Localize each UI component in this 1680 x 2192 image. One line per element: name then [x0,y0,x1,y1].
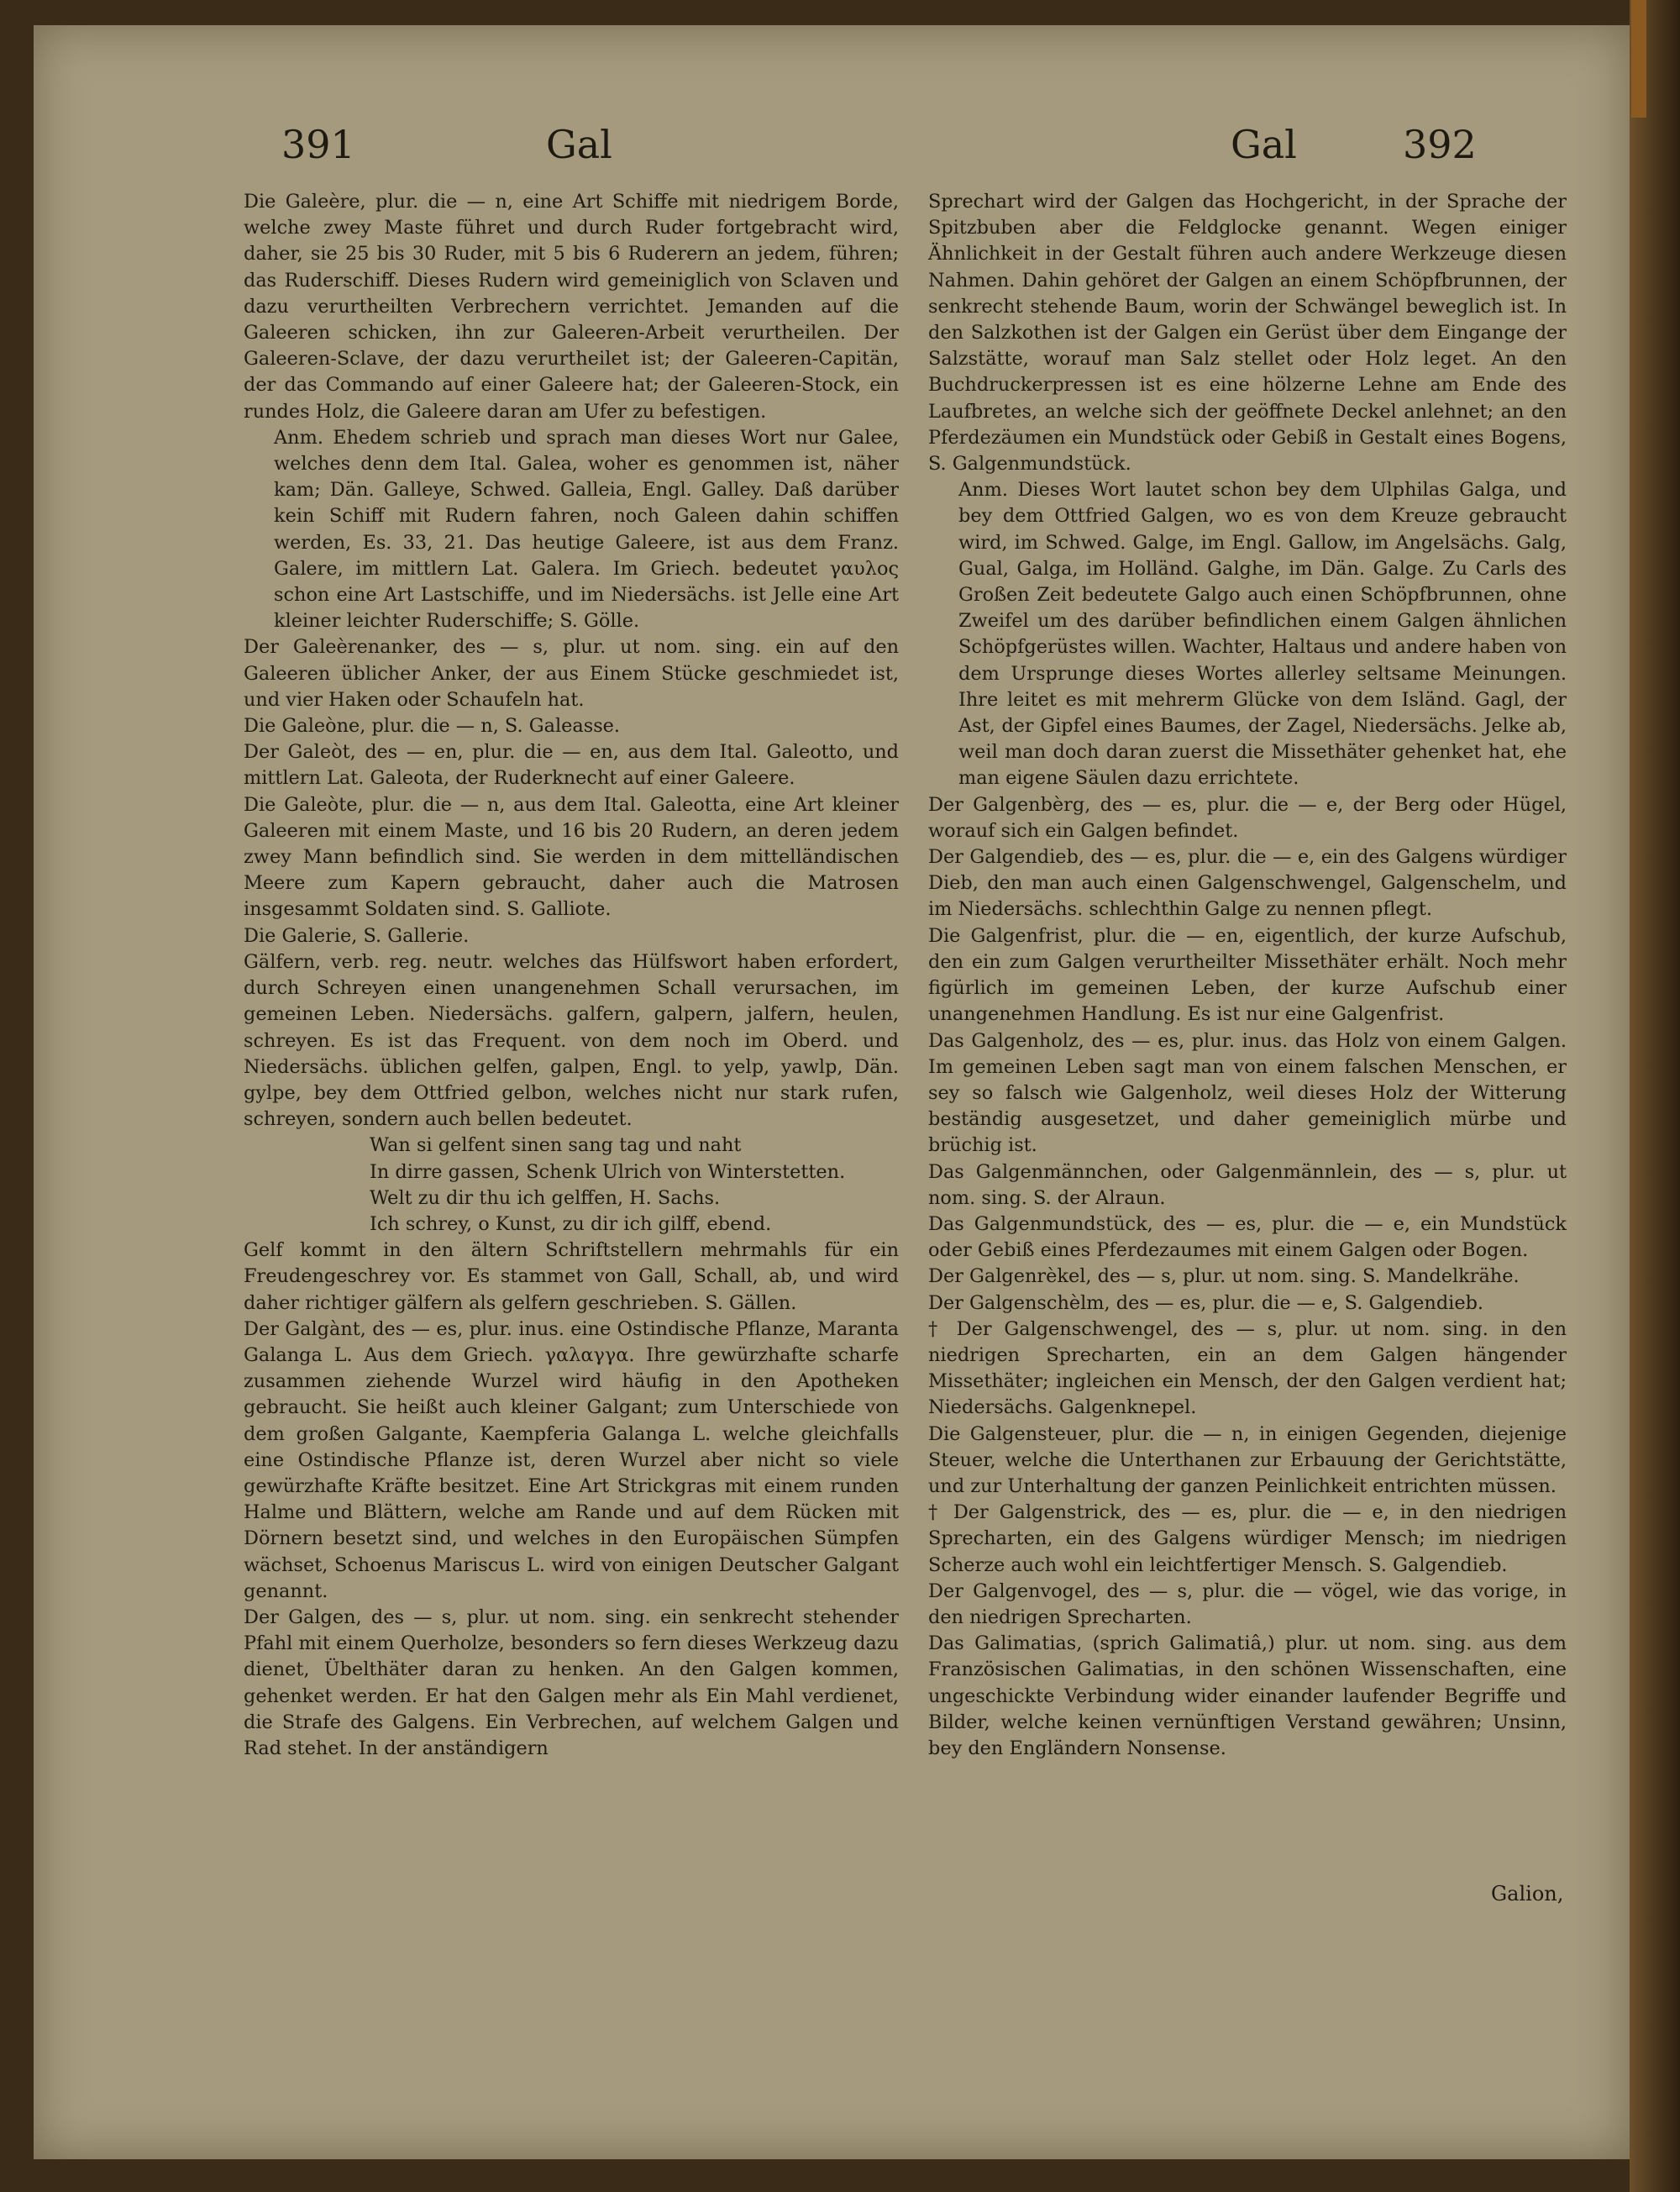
book-spine [1630,0,1680,2192]
quote-line: Ich schrey, o Kunst, zu dir ich gilff, ebend. [370,1212,772,1235]
entry-galgenvogel: Der Galgenvogel, des — s, plur. die — vögel, wie das vorige, in den niedrigen Sprecharten. [928,1580,1567,1628]
entry-galeerenanker: Der Galeèrenanker, des — s, plur. ut nom. sing. ein auf den Galeeren üblicher Anker, der aus Einem Stücke geschmiedet ist, und vier Haken oder Schaufeln hat. [244,636,899,711]
running-head-right: Gal [1231,122,1297,167]
entry-galeot: Der Galeòt, des — en, plur. die — en, aus dem Ital. Galeotto, und mittlern Lat. Galeota, der Ruderknecht auf einer Galeere. [244,741,899,790]
note-gelf: Gelf kommt in den ältern Schriftstellern mehrmahls für ein Freudengeschrey vor. Es stammet von Gall, Schall, ab, und wird daher richtiger gälfern als gelfern geschrieben. S. Gällen. [244,1239,899,1314]
entry-galgant: Der Galgànt, des — es, plur. inus. eine Ostindische Pflanze, Maranta Galanga L. Aus dem Griech. γαλαγγα. Ihre gewürzhafte scharfe zusammen ziehende Wurzel wird häufig in den Apotheken gebraucht. Sie heißt auch kleiner Galgant; zum Unterschiede von dem großen Galgante, Kaempferia Galanga L. welche gleichfalls eine Ostindische Pflanze ist, deren Wurzel aber nicht so viele gewürzhafte Kräfte besitzet. Eine Art Strickgras mit einem runden Halme und Blättern, welche am Rande und auf dem Rücken mit Dörnern besetzt sind, und welches in den Europäischen Sümpfen wächset, Schoenus Mariscus L. wird von einigen Deutscher Galgant genannt. [244,1317,899,1602]
entry-galeote: Die Galeòte, plur. die — n, aus dem Ital. Galeotta, eine Art kleiner Galeeren mit einem Maste, und 16 bis 20 Rudern, an deren jedem zwey Mann befindlich sind. Sie werden in dem mittelländischen Meere zum Kapern gebraucht, daher auch die Matrosen insgesammt Soldaten sind. S. Galliote. [244,793,899,921]
entry-galeere: Die Galeère, plur. die — n, eine Art Schiffe mit niedrigem Borde, welche zwey Maste führet und durch Ruder fortgebracht wird, daher, sie 25 bis 30 Ruder, mit 5 bis 6 Ruderern an jedem, führen; das Ruderschiff. Dieses Rudern wird gemeiniglich von Sclaven und dazu verurtheilten Verbrechern verrichtet. Jemanden auf die Galeeren schicken, ihn zur Galeeren-Arbeit verurtheilen. Der Galeeren-Sclave, der dazu verurtheilet ist; der Galeeren-Capitän, der das Commando auf einer Galeere hat; der Galeeren-Stock, ein rundes Holz, die Galeere daran am Ufer zu befestigen. [244,191,899,423]
entry-galeone: Die Galeòne, plur. die — n, S. Galeasse. [244,715,621,738]
right-column [928,189,1567,1762]
entry-galfern: Gälfern, verb. reg. neutr. welches das Hülfswort haben erfordert, durch Schreyen einen unangenehmen Schall verursachen, im gemeinen Leben. Niedersächs. galfern, galpern, jalfern, heulen, schreyen. Es ist das Frequent. von dem noch im Oberd. und Niedersächs. üblichen gelfen, galpen, Engl. to yelp, yawlp, Dän. gylpe, bey dem Ottfried gelbon, welches nicht nur stark rufen, schreyen, sondern auch bellen bedeutet. [244,950,899,1131]
entry-galerie: Die Galerie, S. Gallerie. [244,924,470,947]
entry-galgenmaennchen: Das Galgenmännchen, oder Galgenmännlein, des — s, plur. ut nom. sing. S. der Alraun. [928,1160,1567,1209]
entry-galgenschelm: Der Galgenschèlm, des — es, plur. die — e, S. Galgendieb. [928,1291,1484,1314]
quote-line: Welt zu dir thu ich gelffen, H. Sachs. [370,1186,721,1209]
entry-galgenmundstueck: Das Galgenmundstück, des — es, plur. die — e, ein Mundstück oder Gebiß eines Pferdezaumes mit einem Galgen oder Bogen. [928,1212,1567,1262]
entry-galgen-continued: Sprechart wird der Galgen das Hochgericht, in der Sprache der Spitzbuben aber die Feldglocke genannt. Wegen einiger Ähnlichkeit in der Gestalt führen auch andere Werkzeuge diesen Nahmen. Dahin gehöret der Galgen an einem Schöpfbrunnen, der senkrecht stehende Baum, worin der Schwängel beweglich ist. In den Salzkothen ist der Galgen ein Gerüst über dem Eingange der Salzstätte, worauf man Salz stellet oder Holz leget. An den Buchdruckerpressen ist es eine hölzerne Lehne am Ende des Laufbretes, an welche sich der geöffnete Deckel anlehnet; an den Pferdezäumen ein Mundstück oder Gebiß in Gestalt eines Bogens, S. Galgenmundstück. [928,191,1567,476]
note-galgen: Anm. Dieses Wort lautet schon bey dem Ulphilas Galga, und bey dem Ottfried Galgen, wo es von dem Kreuze gebraucht wird, im Schwed. Galge, im Engl. Gallow, im Angelsächs. Galg, Gual, Galga, im Holländ. Galghe, im Dän. Galge. Zu Carls des Großen Zeit bedeutete Galgo auch einen Schöpfbrunnen, ohne Zweifel um des darüber befindlichen einem Galgen ähnlichen Schöpfgerüstes willen. Wachter, Haltaus und andere haben von dem Ursprunge dieses Wortes allerley seltsame Meinungen. Ihre leitet es mit mehrerm Glücke von dem Isländ. Gagl, der Ast, der Gipfel eines Baumes, der Zagel, Niedersächs. Jelke ab, weil man doch daran zuerst die Missethäter gehenket hat, ehe man eigene Säulen dazu errichtete. [958,479,1567,790]
entry-galgenrekel: Der Galgenrèkel, des — s, plur. ut nom. sing. S. Mandelkrähe. [928,1265,1520,1288]
catchword: Galion, [1491,1882,1564,1906]
quote-line: In dirre gassen, Schenk Ulrich von Winterstetten. [370,1160,846,1183]
entry-galgensteuer: Die Galgensteuer, plur. die — n, in einigen Gegenden, diejenige Steuer, welche die Unterthanen zur Erbauung der Gerichtstätte, und zur Unterhaltung der ganzen Peinlichkeit entrichten müssen. [928,1422,1567,1497]
entry-galgenberg: Der Galgenbèrg, des — es, plur. die — e, der Berg oder Hügel, worauf sich ein Galgen befindet. [928,793,1567,842]
entry-galgenschwengel: † Der Galgenschwengel, des — s, plur. ut nom. sing. in den niedrigen Sprecharten, ein an dem Galgen hängender Missethäter; ingleichen ein Mensch, der den Galgen verdient hat; Niedersächs. Galgenknepel. [928,1317,1567,1419]
entry-galgendieb: Der Galgendieb, des — es, plur. die — e, ein des Galgens würdiger Dieb, den man auch einen Galgenschwengel, Galgenschelm, und im Niedersächs. schlechthin Galge zu nennen pflegt. [928,846,1567,921]
entry-galgenholz: Das Galgenholz, des — es, plur. inus. das Holz von einem Galgen. Im gemeinen Leben sagt man von einem falschen Menschen, er sey so falsch wie Galgenholz, weil dieses Holz der Witterung beständig ausgesetzet, und daher gemeiniglich mürbe und brüchig ist. [928,1029,1567,1157]
quote-line: Wan si gelfent sinen sang tag und naht [370,1134,742,1157]
running-head-left: Gal [546,122,612,167]
entry-galgenfrist: Die Galgenfrist, plur. die — en, eigentlich, der kurze Aufschub, den ein zum Galgen verurtheilter Missethäter erhält. Noch mehr figürlich im gemeinen Leben, der kurze Aufschub einer unangenehmen Handlung. Es ist nur eine Galgenfrist. [928,924,1567,1026]
left-column [244,189,899,1762]
spine-band [1631,0,1646,118]
page-number-right: 392 [1403,122,1477,167]
entry-galgenstrick: † Der Galgenstrick, des — es, plur. die — e, in den niedrigen Sprecharten, ein des Galgens würdiger Mensch; im niedrigen Scherze auch wohl ein leichtfertiger Mensch. S. Galgendieb. [928,1501,1567,1576]
note-galeere: Anm. Ehedem schrieb und sprach man dieses Wort nur Galee, welches denn dem Ital. Galea, woher es genommen ist, näher kam; Dän. Galleye, Schwed. Galleia, Engl. Galley. Daß darüber kein Schiff mit Rudern fahren, noch Galeen dahin schiffen werden, Es. 33, 21. Das heutige Galeere, ist aus dem Franz. Galere, im mittlern Lat. Galera. Im Griech. bedeutet γαυλος schon eine Art Lastschiffe, und im Niedersächs. ist Jelle eine Art kleiner leichter Ruderschiffe; S. Gölle. [274,426,899,633]
entry-galimatias: Das Galimatias, (sprich Galimatiâ,) plur. ut nom. sing. aus dem Französischen Galimatias, in den schönen Wissenschaften, eine ungeschickte Verbindung wider einander laufender Begriffe und Bilder, welche keinen vernünftigen Verstand gewähren; Unsinn, bey den Engländern Nonsense. [928,1632,1567,1759]
page-number-left: 391 [281,122,355,167]
entry-galgen: Der Galgen, des — s, plur. ut nom. sing. ein senkrecht stehender Pfahl mit einem Querholze, besonders so fern dieses Werkzeug dazu dienet, Übelthäter daran zu henken. An den Galgen kommen, gehenket werden. Er hat den Galgen mehr als Ein Mahl verdienet, die Strafe des Galgens. Ein Verbrechen, auf welchem Galgen und Rad stehet. In der anständigern [244,1606,899,1759]
